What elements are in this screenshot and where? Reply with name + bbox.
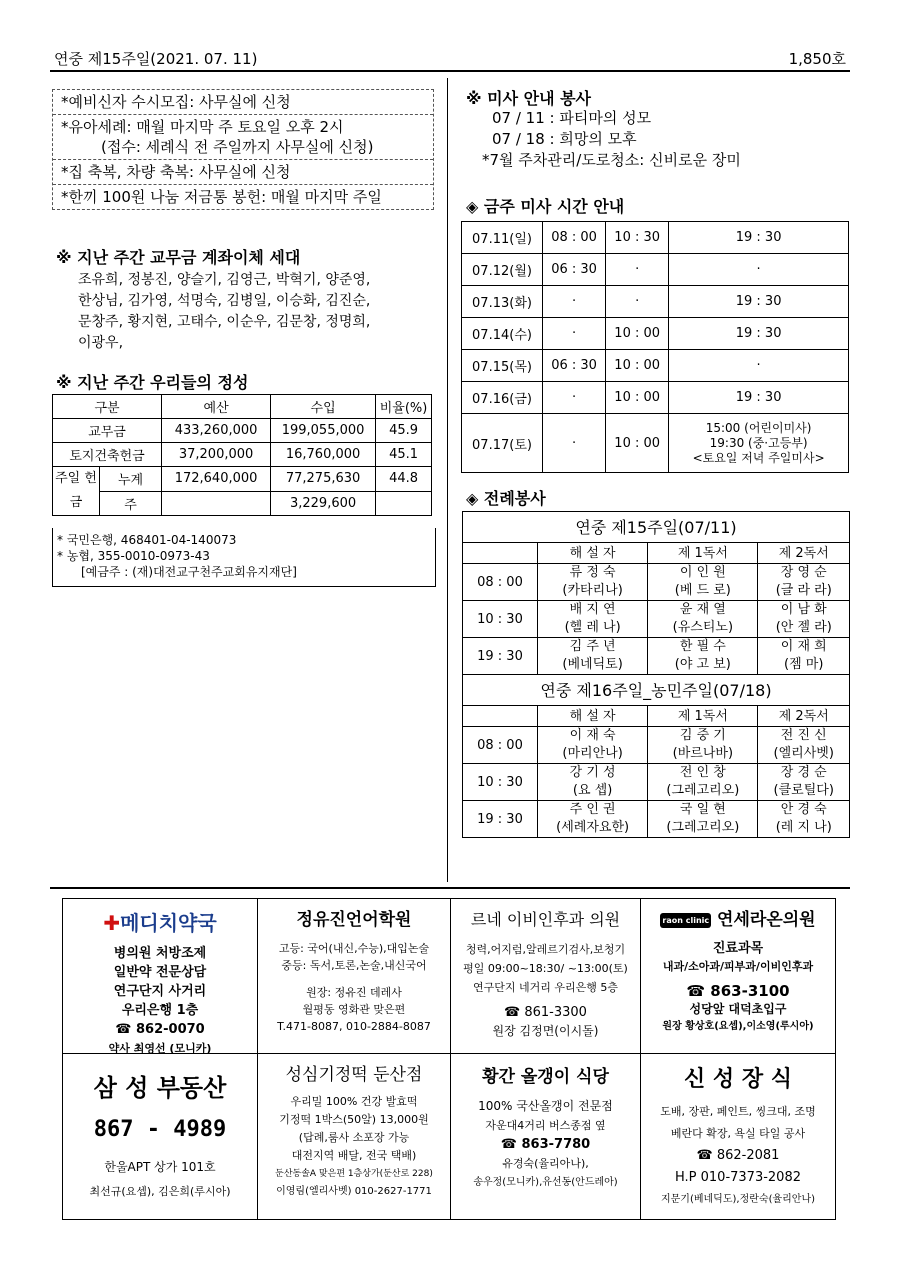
col-header-row bbox=[463, 706, 850, 727]
baptismal-name: (유스티노) bbox=[672, 620, 734, 635]
mass-service-list bbox=[474, 108, 741, 171]
col-header: 해 설 자 bbox=[538, 706, 648, 727]
baptismal-name: (젬 마) bbox=[784, 657, 824, 672]
ad-restaurant bbox=[451, 1054, 641, 1219]
ad-line: 대전지역 배달, 전국 택배) bbox=[291, 1149, 417, 1162]
time-cell: 10 : 30 bbox=[606, 222, 669, 254]
table-row bbox=[462, 350, 849, 382]
ad-pharmacy bbox=[63, 899, 258, 1054]
server-cell bbox=[758, 764, 850, 801]
income-cell: 199,055,000 bbox=[271, 419, 376, 443]
ad-line: 도배, 장판, 페인트, 씽크대, 조명 bbox=[660, 1105, 816, 1118]
server-name: 강 기 성 bbox=[569, 765, 616, 780]
table-row bbox=[462, 286, 849, 318]
bank-info bbox=[52, 528, 436, 587]
col-header: 제 2독서 bbox=[758, 543, 850, 564]
ad-line: T.471-8087, 010-2884-8087 bbox=[277, 1020, 431, 1033]
ad-line: 병의원 처방조제 bbox=[113, 946, 207, 961]
time-cell: 10 : 00 bbox=[606, 350, 669, 382]
bank-line: * 국민은행, 468401-04-140073 bbox=[57, 533, 237, 547]
notice-item: *한끼 100원 나눔 저금통 봉헌: 매월 마지막 주일 bbox=[61, 188, 382, 206]
time-cell: 10 : 30 bbox=[463, 764, 538, 801]
blank-cell bbox=[463, 543, 538, 564]
ad-line: 진료과목 bbox=[712, 941, 764, 956]
baptismal-name: (마리안나) bbox=[562, 746, 623, 761]
time-cell: · bbox=[606, 254, 669, 286]
server-name: 장 영 순 bbox=[780, 565, 827, 580]
bank-line: * 농협, 355-0010-0973-43 bbox=[57, 549, 210, 563]
time-cell bbox=[669, 414, 849, 473]
server-cell bbox=[648, 727, 758, 764]
finance-title: ※ 지난 주간 우리들의 정성 bbox=[56, 373, 249, 392]
time-cell: 19 : 30 bbox=[669, 382, 849, 414]
server-cell bbox=[538, 727, 648, 764]
server-cell bbox=[538, 764, 648, 801]
cross-icon: ✚ bbox=[103, 911, 121, 935]
server-name: 이 남 화 bbox=[780, 602, 827, 617]
ratio-cell: 45.1 bbox=[376, 443, 432, 467]
day-cell: 07.17(토) bbox=[462, 414, 543, 473]
col-header: 제 2독서 bbox=[758, 706, 850, 727]
table-row bbox=[53, 467, 432, 492]
baptismal-name: (안 젤 라) bbox=[775, 620, 832, 635]
ad-line: (답례,룸사 소포장 가능 bbox=[298, 1131, 410, 1144]
week-heading-row bbox=[463, 512, 850, 543]
server-name: 이 재 희 bbox=[780, 639, 827, 654]
ad-line: H.P 010-7373-2082 bbox=[674, 1170, 801, 1185]
ad-line: 성당앞 대덕초입구 bbox=[689, 1002, 787, 1016]
week-heading: 연중 제15주일(07/11) bbox=[463, 512, 850, 543]
time-cell: 19 : 30 bbox=[463, 638, 538, 675]
budget-cell bbox=[162, 491, 271, 516]
time-cell: · bbox=[669, 254, 849, 286]
week-heading-row bbox=[463, 675, 850, 706]
ad-title: raon clinic 연세라온의원 bbox=[662, 910, 816, 930]
ad-line: 기정떡 1박스(50알) 13,000원 bbox=[279, 1113, 429, 1126]
server-name: 윤 재 열 bbox=[679, 602, 726, 617]
ads-divider bbox=[50, 887, 850, 889]
ratio-cell: 45.9 bbox=[376, 419, 432, 443]
time-cell: 10 : 00 bbox=[606, 382, 669, 414]
table-row bbox=[462, 382, 849, 414]
ad-line: 평일 09:00~18:30/ ~13:00(토) bbox=[463, 962, 628, 975]
ad-line: 월평동 영화관 맞은편 bbox=[302, 1003, 406, 1016]
server-cell bbox=[538, 801, 648, 838]
table-row bbox=[463, 564, 850, 601]
notice-box bbox=[52, 89, 434, 210]
time-cell: 19 : 30 bbox=[669, 222, 849, 254]
notice-item: *예비신자 수시모집: 사무실에 신청 bbox=[53, 90, 433, 115]
ad-line: 내과/소아과/피부과/이비인후과 bbox=[662, 960, 814, 973]
server-cell bbox=[758, 801, 850, 838]
notice-item bbox=[53, 115, 433, 160]
header-divider bbox=[50, 70, 850, 72]
server-name: 장 경 순 bbox=[780, 765, 827, 780]
ad-line: ☎ 862-0070 bbox=[115, 1022, 205, 1037]
ad-ricecake bbox=[258, 1054, 451, 1219]
time-cell: · bbox=[606, 286, 669, 318]
ad-line: 자운대4거리 버스종점 옆 bbox=[485, 1119, 606, 1132]
table-row bbox=[463, 601, 850, 638]
day-cell: 07.13(화) bbox=[462, 286, 543, 318]
table-row bbox=[463, 727, 850, 764]
baptismal-name: (야 고 보) bbox=[674, 657, 731, 672]
ad-line: 우리은행 1층 bbox=[121, 1003, 199, 1018]
ad-line: 이영림(엘리사벳) 010-2627-1771 bbox=[276, 1186, 432, 1197]
service-line: 07 / 11 : 파티마의 성모 bbox=[492, 109, 652, 127]
server-cell bbox=[758, 638, 850, 675]
baptismal-name: (그레고리오) bbox=[666, 783, 740, 798]
mass-service-title: ※ 미사 안내 봉사 bbox=[466, 89, 592, 108]
name-line: 한상님, 김가영, 석명숙, 김병일, 이승화, 김진순, bbox=[78, 293, 371, 309]
row-label: 토지건축헌금 bbox=[53, 443, 162, 467]
ad-line: ☎ 863-3100 bbox=[686, 982, 790, 1000]
baptismal-name: (엘리사벳) bbox=[773, 746, 834, 761]
table-row bbox=[462, 222, 849, 254]
notice-item: *집 축복, 차량 축복: 사무실에 신청 bbox=[53, 160, 433, 185]
table-row bbox=[462, 414, 849, 473]
baptismal-name: (바르나바) bbox=[672, 746, 734, 761]
row-label: 누계 bbox=[100, 467, 162, 492]
col-header: 비율(%) bbox=[376, 395, 432, 419]
time-cell: 06 : 30 bbox=[543, 254, 606, 286]
server-cell bbox=[538, 564, 648, 601]
day-cell: 07.14(수) bbox=[462, 318, 543, 350]
time-cell: 08 : 00 bbox=[463, 727, 538, 764]
table-row bbox=[462, 254, 849, 286]
ad-title: 황간 올갱이 식당 bbox=[482, 1067, 609, 1087]
column-divider bbox=[447, 78, 448, 882]
col-header: 예산 bbox=[162, 395, 271, 419]
baptismal-name: (베네딕토) bbox=[562, 657, 623, 672]
ad-title: ✚메디치약국 bbox=[103, 911, 217, 935]
time-cell: 10 : 00 bbox=[606, 318, 669, 350]
time-cell: 06 : 30 bbox=[543, 350, 606, 382]
baptismal-name: (세례자요한) bbox=[556, 820, 630, 835]
time-cell: 19 : 30 bbox=[669, 286, 849, 318]
table-row bbox=[463, 764, 850, 801]
server-name: 김 중 기 bbox=[679, 728, 726, 743]
time-cell: · bbox=[669, 350, 849, 382]
col-header: 수입 bbox=[271, 395, 376, 419]
table-row bbox=[463, 801, 850, 838]
name-line: 문창주, 황지현, 고태수, 이순우, 김문창, 정명희, bbox=[78, 314, 371, 330]
budget-cell: 433,260,000 bbox=[162, 419, 271, 443]
ad-line: 둔산동솔A 맞은편 1층상가(둔산로 228) bbox=[275, 1169, 433, 1179]
row-label: 주 bbox=[100, 491, 162, 516]
account-holder: [예금주 : (재)대전교구천주교회유지재단] bbox=[81, 565, 297, 579]
ads-grid bbox=[62, 898, 836, 1220]
ad-line: 유경숙(율리아나), bbox=[502, 1157, 589, 1170]
ad-realty bbox=[63, 1054, 258, 1219]
server-name: 국 일 현 bbox=[679, 802, 726, 817]
transfer-names bbox=[78, 270, 438, 354]
baptismal-name: (그레고리오) bbox=[666, 820, 740, 835]
server-name: 안 경 숙 bbox=[780, 802, 827, 817]
ad-line: 한울APT 상가 101호 bbox=[104, 1160, 216, 1174]
table-row bbox=[462, 318, 849, 350]
service-line: 07 / 18 : 희망의 모후 bbox=[492, 130, 637, 148]
mass-times-title: ◈ 금주 미사 시간 안내 bbox=[466, 197, 625, 216]
ad-line: 일반약 전문상담 bbox=[113, 965, 207, 980]
ad-raon-clinic bbox=[641, 899, 835, 1054]
server-cell bbox=[648, 638, 758, 675]
col-header: 해 설 자 bbox=[538, 543, 648, 564]
baptismal-name: (클로틸다) bbox=[773, 783, 834, 798]
server-cell bbox=[758, 564, 850, 601]
ad-interior bbox=[641, 1054, 835, 1219]
server-cell bbox=[758, 601, 850, 638]
income-cell: 16,760,000 bbox=[271, 443, 376, 467]
liturgy-title: ◈ 전례봉사 bbox=[466, 489, 546, 508]
row-label: 교무금 bbox=[53, 419, 162, 443]
issue-date: 연중 제15주일(2021. 07. 11) bbox=[54, 50, 258, 68]
time-cell: 08 : 00 bbox=[543, 222, 606, 254]
service-line: *7월 주차관리/도로청소: 신비로운 장미 bbox=[482, 151, 741, 169]
time-line: 19:30 (중·고등부) bbox=[709, 435, 808, 450]
income-cell: 77,275,630 bbox=[271, 467, 376, 492]
server-cell bbox=[758, 727, 850, 764]
baptismal-name: (헬 레 나) bbox=[564, 620, 621, 635]
server-cell bbox=[648, 764, 758, 801]
time-cell: · bbox=[543, 382, 606, 414]
server-cell bbox=[538, 638, 648, 675]
week-heading: 연중 제16주일_농민주일(07/18) bbox=[463, 675, 850, 706]
server-name: 이 재 숙 bbox=[569, 728, 616, 743]
time-cell: 10 : 30 bbox=[463, 601, 538, 638]
table-row bbox=[53, 395, 432, 419]
col-header: 제 1독서 bbox=[648, 706, 758, 727]
time-cell: 19 : 30 bbox=[669, 318, 849, 350]
ad-line: 베란다 확장, 욕실 타일 공사 bbox=[670, 1127, 806, 1140]
sunday-label: 주일 헌금 bbox=[53, 467, 100, 516]
ad-line: 약사 최영선 (모니카) bbox=[108, 1042, 212, 1054]
ratio-cell: 44.8 bbox=[376, 467, 432, 492]
ad-title: 삼 성 부동산 bbox=[93, 1074, 227, 1102]
table-row bbox=[53, 443, 432, 467]
ad-line: 송우정(모니카),유선동(안드레아) bbox=[473, 1177, 618, 1188]
baptismal-name: (카타리나) bbox=[562, 583, 623, 598]
ad-line: 100% 국산올갱이 전문점 bbox=[478, 1099, 613, 1113]
server-name: 김 주 년 bbox=[569, 639, 616, 654]
time-cell: · bbox=[543, 318, 606, 350]
income-cell: 3,229,600 bbox=[271, 491, 376, 516]
ad-line: 고등: 국어(내신,수능),대입논술 bbox=[278, 942, 430, 955]
col-header: 제 1독서 bbox=[648, 543, 758, 564]
baptismal-name: (요 셉) bbox=[572, 783, 613, 798]
table-row bbox=[53, 491, 432, 516]
server-name: 배 지 연 bbox=[569, 602, 616, 617]
ratio-cell bbox=[376, 491, 432, 516]
ad-phone: 867 - 4989 bbox=[93, 1117, 227, 1142]
baptismal-name: (글 라 라) bbox=[775, 583, 832, 598]
transfer-title: ※ 지난 주간 교무금 계좌이체 세대 bbox=[56, 248, 301, 267]
notice-line: *유아세례: 매월 마지막 주 토요일 오후 2시 bbox=[61, 118, 344, 136]
ad-line: 최선규(요셉), 김은희(루시아) bbox=[89, 1185, 231, 1198]
ad-line: 원장 김정면(이시돌) bbox=[492, 1024, 599, 1038]
col-header-row bbox=[463, 543, 850, 564]
name-line: 조유희, 정봉진, 양슬기, 김영근, 박혁기, 양준영, bbox=[78, 272, 371, 288]
server-name: 이 인 원 bbox=[679, 565, 726, 580]
ad-line: 지문기(베네딕도),정란숙(율리안나) bbox=[660, 1194, 816, 1205]
ad-title: 신 성 장 식 bbox=[684, 1067, 792, 1092]
raon-logo: raon clinic bbox=[660, 913, 711, 928]
finance-table bbox=[52, 394, 432, 516]
ad-line: 연구단지 사거리 bbox=[113, 984, 207, 999]
col-header: 구분 bbox=[53, 395, 162, 419]
server-name: 전 인 창 bbox=[679, 765, 726, 780]
time-cell: · bbox=[543, 286, 606, 318]
time-cell: 10 : 00 bbox=[606, 414, 669, 473]
ad-line: ☎ 863-7780 bbox=[500, 1137, 591, 1152]
server-name: 전 진 신 bbox=[780, 728, 827, 743]
budget-cell: 172,640,000 bbox=[162, 467, 271, 492]
time-cell: 19 : 30 bbox=[463, 801, 538, 838]
ad-line: 원장: 정유진 데레사 bbox=[306, 986, 402, 999]
mass-times-table bbox=[461, 221, 849, 473]
server-cell bbox=[648, 801, 758, 838]
ad-line: 우리밀 100% 건강 발효떡 bbox=[290, 1095, 418, 1108]
server-name: 한 필 수 bbox=[679, 639, 726, 654]
time-line: 15:00 (어린이미사) bbox=[705, 420, 812, 435]
ad-title: 정유진언어학원 bbox=[296, 910, 412, 930]
blank-cell bbox=[463, 706, 538, 727]
time-cell: 08 : 00 bbox=[463, 564, 538, 601]
ad-ent-clinic bbox=[451, 899, 641, 1054]
budget-cell: 37,200,000 bbox=[162, 443, 271, 467]
server-cell bbox=[648, 601, 758, 638]
day-cell: 07.16(금) bbox=[462, 382, 543, 414]
ad-line: ☎ 861-3300 bbox=[504, 1005, 587, 1020]
table-row bbox=[463, 638, 850, 675]
ad-title: 성심기정떡 둔산점 bbox=[285, 1065, 423, 1085]
day-cell: 07.15(목) bbox=[462, 350, 543, 382]
notice-line: (접수: 세례식 전 주일까지 사무실에 신청) bbox=[101, 138, 374, 156]
server-name: 류 정 숙 bbox=[569, 565, 616, 580]
day-cell: 07.12(월) bbox=[462, 254, 543, 286]
table-row bbox=[53, 419, 432, 443]
day-cell: 07.11(일) bbox=[462, 222, 543, 254]
ad-line: 연구단지 네거리 우리은행 5층 bbox=[473, 981, 618, 994]
baptismal-name: (레 지 나) bbox=[775, 820, 832, 835]
ad-academy bbox=[258, 899, 451, 1054]
issue-number: 1,850호 bbox=[788, 50, 846, 68]
ad-line: 중등: 독서,토론,논술,내신국어 bbox=[281, 959, 427, 972]
server-cell bbox=[648, 564, 758, 601]
time-note: <토요일 저녁 주일미사> bbox=[692, 450, 825, 465]
ad-line: ☎ 862-2081 bbox=[696, 1148, 780, 1163]
time-cell: · bbox=[543, 414, 606, 473]
ad-line: 청력,어지럼,알레르기검사,보청기 bbox=[465, 943, 626, 956]
server-cell bbox=[538, 601, 648, 638]
ad-line: 원장 황상호(요셉),이소영(루시아) bbox=[662, 1021, 814, 1032]
name-line: 이광우, bbox=[78, 335, 124, 351]
liturgy-table bbox=[462, 511, 850, 838]
baptismal-name: (베 드 로) bbox=[674, 583, 731, 598]
server-name: 주 인 권 bbox=[569, 802, 616, 817]
ad-title: 르네 이비인후과 의원 bbox=[470, 910, 621, 929]
